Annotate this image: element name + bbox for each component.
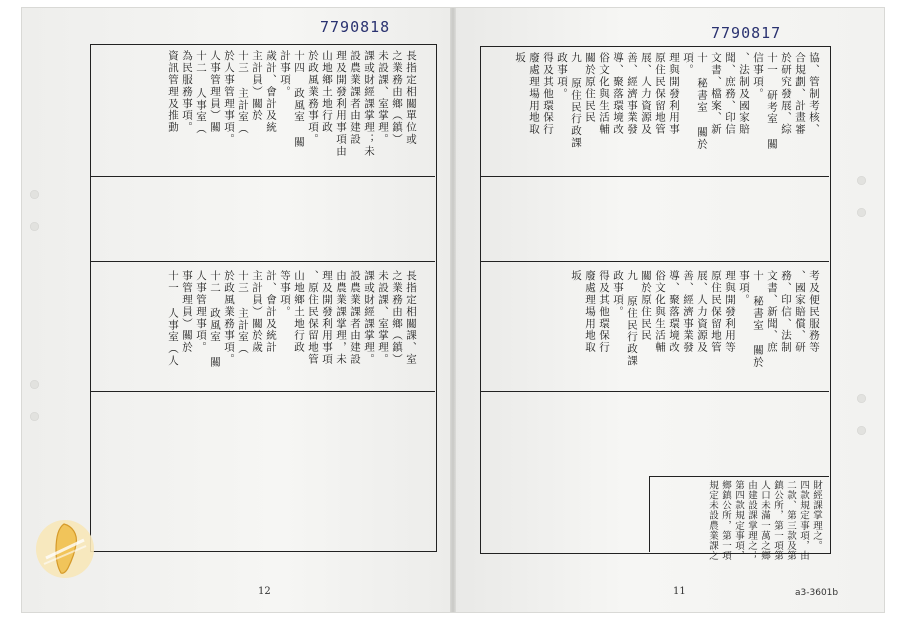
book-spread [22, 8, 884, 612]
book-gutter [450, 8, 456, 612]
binding-hole [30, 190, 39, 199]
binding-hole [857, 176, 866, 185]
binding-hole [30, 222, 39, 231]
form-code: a3-3601b [795, 588, 839, 598]
left-divider-1 [90, 176, 435, 177]
binding-hole [857, 426, 866, 435]
left-doc-number: 7790818 [320, 18, 391, 36]
left-frame-edge [90, 44, 91, 550]
right-divider-1 [480, 176, 829, 177]
left-bottom-text: 長指定相關課、室 之業務由鄉（鎮） 未設課、室掌理。 課或財經課掌理。 設農業課者由建設 由農業課掌理，未 理及開發利用事項 、原住民保留地管 山地鄉土地行政 等事項。 計、會計及統計 主計員）關於歲 十三 主計室（ 於政風業務事項。 十二 政風室 關 人事管理事項。 事管理員）關於 十一 人事室（人 [167, 270, 417, 369]
binding-hole [857, 394, 866, 403]
left-top-text: 長指定相關單位或 之業務由鄉（鎮） 未設課、室掌理。 課或財經課掌理；未 設農業課者由建設 理及開發利用事項由 山地鄉土地行政 於政風業務事項。 十四 政風室 關 計事項。 歲計、會計及統 主計員）關於 十三 主計室（ 於人事管理事項。 人事管理員）關 十二 人事室（ 為民服務事項。 資訊管理及推動 [167, 50, 417, 158]
right-top-text: 協、管制考核、 合規劃、計畫審 於研究發展、綜 十一 研考室 關 信事項。 、法制及國家賠 聞、庶務、印信 文書、檔案、新 十 秘書室 關於 項。 理與開發利用事 原住民保留地管 展、人力資源及 善、經濟事業發 導、聚落環境改 俗文化與生活輔 關於原住民民 九 原住民行政課 政事項。 得及其他環保行 廢處理場用地取 坂 [514, 52, 820, 151]
binding-hole [30, 412, 39, 421]
binding-hole [857, 208, 866, 217]
binding-hole [30, 380, 39, 389]
right-bottom-text: 考及便民服務等 、國家賠償、研 務、印信、法制 文書、新聞、庶 十 秘書室 關於 事項。 理與開發利用等 原住民保留地管 展、人力資源及 善、經濟事業發 導、聚落環境改 俗文化與生活輔 關於原住民民 九 原住民行政課 政事項。 得及其他環保行 廢處理場用地取 坂 [570, 270, 820, 369]
right-divider-2 [480, 261, 829, 262]
right-doc-number: 7790817 [711, 24, 782, 42]
right-note-top [649, 476, 829, 477]
right-page [453, 8, 884, 612]
left-page-number: 12 [258, 586, 271, 597]
right-page-number: 11 [673, 586, 686, 597]
left-divider-3 [90, 391, 435, 392]
right-divider-3 [480, 391, 829, 392]
taiwan-map-logo-icon [34, 518, 96, 580]
left-divider-2 [90, 261, 435, 262]
right-note-text: 財經課掌理之。 四款規定事項，由 二款、第三款及第 鎮公所，第一項第 人口未滿一萬之鄉 由建設課掌理之； 第四款規定事項， 鄉鎮公所，第一項 規定未設農業課之 [707, 480, 822, 561]
right-note-divider [649, 476, 650, 552]
